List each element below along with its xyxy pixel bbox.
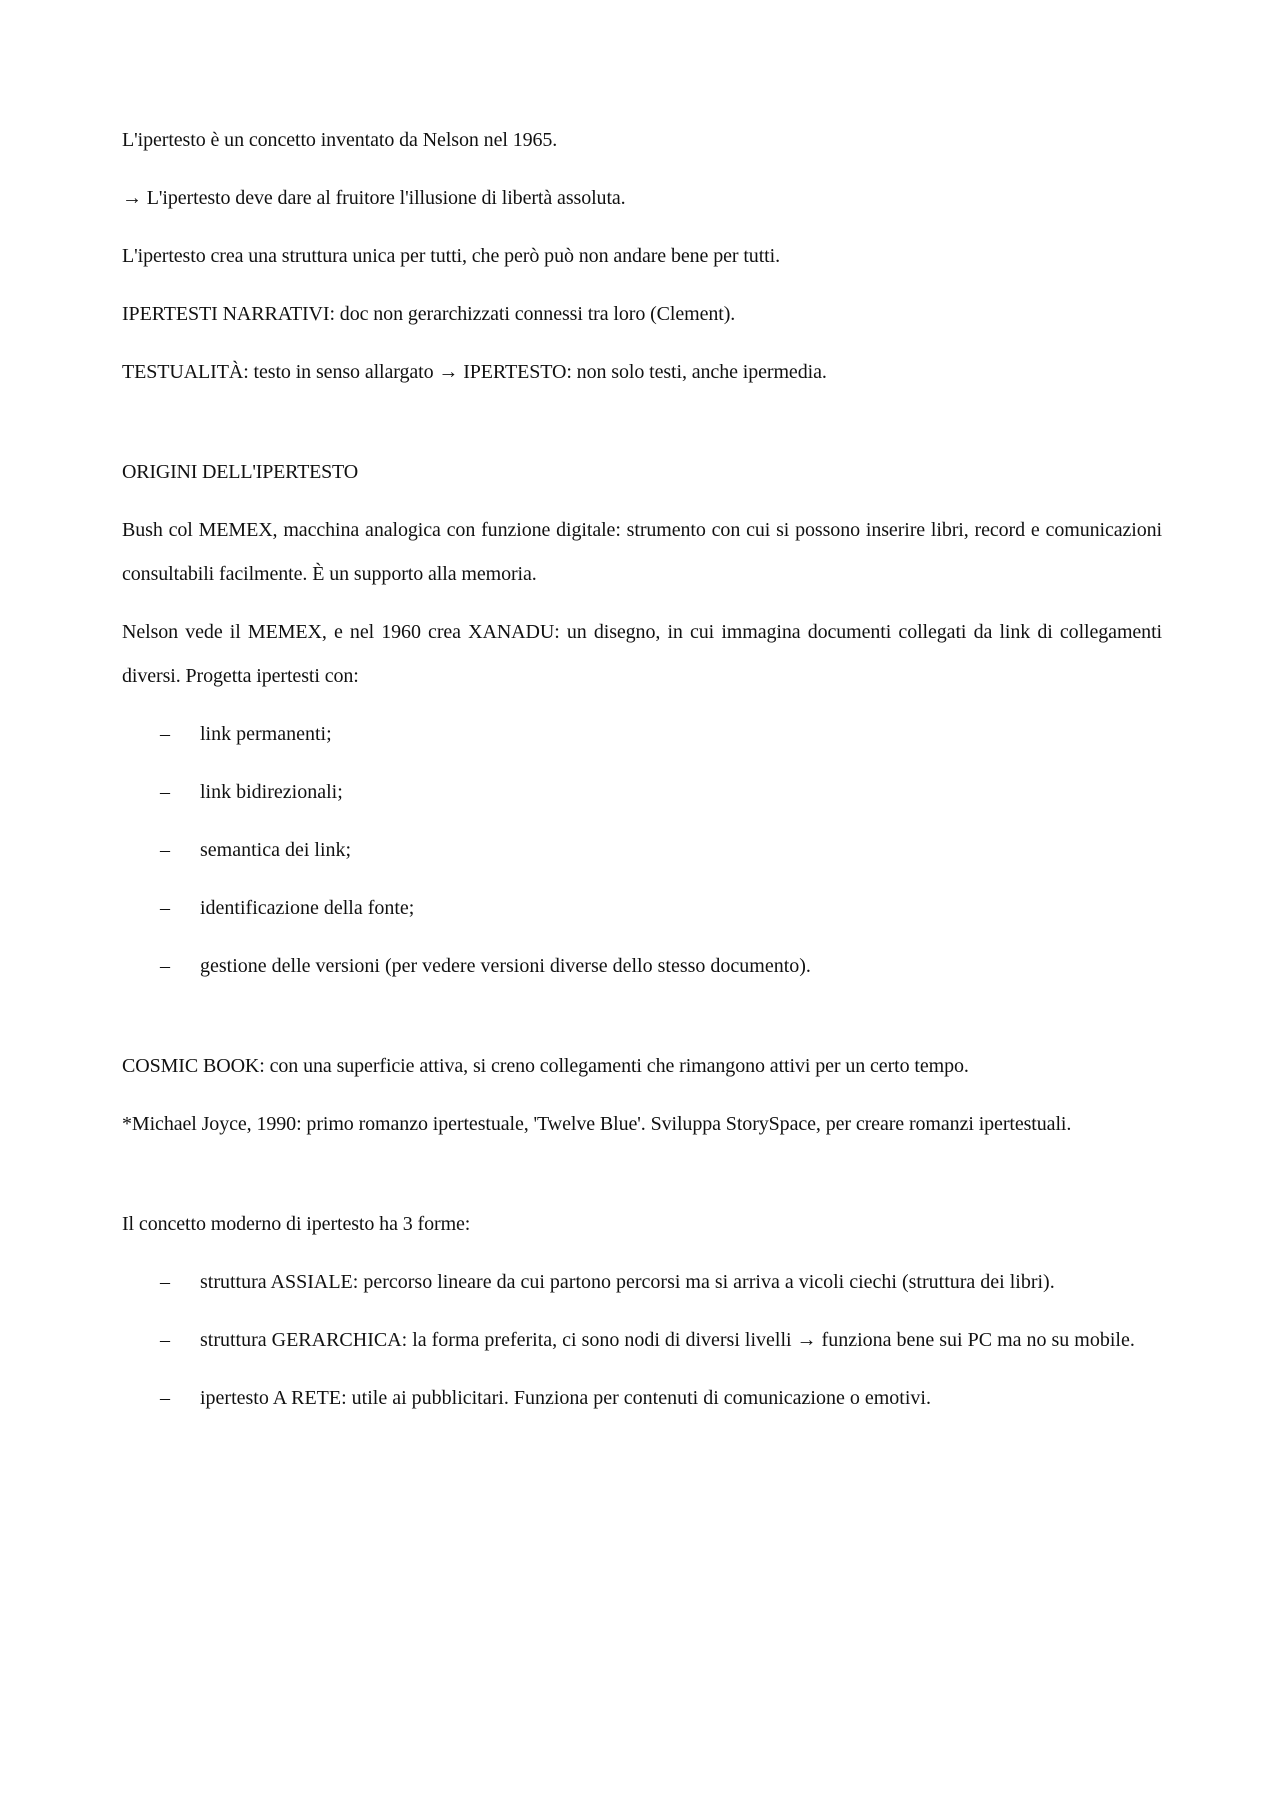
dash-bullet: – — [160, 839, 170, 861]
xanadu-features-list — [122, 712, 1162, 988]
list-item-text: struttura GERARCHICA: la forma preferita, ci sono nodi di diversi livelli → funziona bene sui PC ma no su mobile. — [200, 1329, 1135, 1351]
document-page — [122, 118, 1162, 1434]
list-item — [122, 828, 1162, 872]
dash-bullet: – — [160, 1271, 170, 1293]
dash-bullet: – — [160, 723, 170, 745]
dash-bullet: – — [160, 781, 170, 803]
dash-bullet: – — [160, 1329, 170, 1351]
dash-bullet: – — [160, 897, 170, 919]
list-item-text: link permanenti; — [200, 723, 332, 745]
list-item — [122, 944, 1162, 988]
dash-bullet: – — [160, 955, 170, 977]
list-item — [122, 770, 1162, 814]
memex-paragraph: Bush col MEMEX, macchina analogica con funzione digitale: strumento con cui si possono inserire libri, record e comunicazioni consultabili facilmente. È un supporto alla memoria. — [122, 519, 1162, 585]
intro-line-2: → L'ipertesto deve dare al fruitore l'illusione di libertà assoluta. — [122, 187, 626, 209]
list-item-text: identificazione della fonte; — [200, 897, 415, 919]
list-item-text: gestione delle versioni (per vedere versioni diverse dello stesso documento). — [200, 955, 811, 977]
intro-line-3: L'ipertesto crea una struttura unica per tutti, che però può non andare bene per tutti. — [122, 245, 780, 267]
joyce-paragraph: *Michael Joyce, 1990: primo romanzo ipertestuale, 'Twelve Blue'. Sviluppa StorySpace, per creare romanzi ipertestuali. — [122, 1113, 1072, 1135]
cosmic-book-paragraph: COSMIC BOOK: con una superficie attiva, si creno collegamenti che rimangono attivi per un certo tempo. — [122, 1055, 969, 1077]
intro-line-5: TESTUALITÀ: testo in senso allargato → IPERTESTO: non solo testi, anche ipermedia. — [122, 361, 827, 383]
dash-bullet: – — [160, 1387, 170, 1409]
list-item — [122, 1318, 1162, 1362]
intro-line-1: L'ipertesto è un concetto inventato da Nelson nel 1965. — [122, 129, 558, 151]
list-item-text: ipertesto A RETE: utile ai pubblicitari. Funziona per contenuti di comunicazione o emotivi. — [200, 1387, 931, 1409]
list-item-text: struttura ASSIALE: percorso lineare da cui partono percorsi ma si arriva a vicoli ciechi (struttura dei libri). — [200, 1271, 1055, 1293]
list-item — [122, 1260, 1162, 1304]
modern-forms-list — [122, 1260, 1162, 1420]
list-item-text: link bidirezionali; — [200, 781, 343, 803]
modern-intro: Il concetto moderno di ipertesto ha 3 forme: — [122, 1213, 471, 1235]
xanadu-paragraph: Nelson vede il MEMEX, e nel 1960 crea XANADU: un disegno, in cui immagina documenti collegati da link di collegamenti diversi. Progetta ipertesti con: — [122, 621, 1162, 687]
intro-line-4: IPERTESTI NARRATIVI: doc non gerarchizzati connessi tra loro (Clement). — [122, 303, 736, 325]
origins-heading: ORIGINI DELL'IPERTESTO — [122, 461, 358, 483]
list-item — [122, 886, 1162, 930]
list-item — [122, 1376, 1162, 1420]
list-item-text: semantica dei link; — [200, 839, 352, 861]
list-item — [122, 712, 1162, 756]
